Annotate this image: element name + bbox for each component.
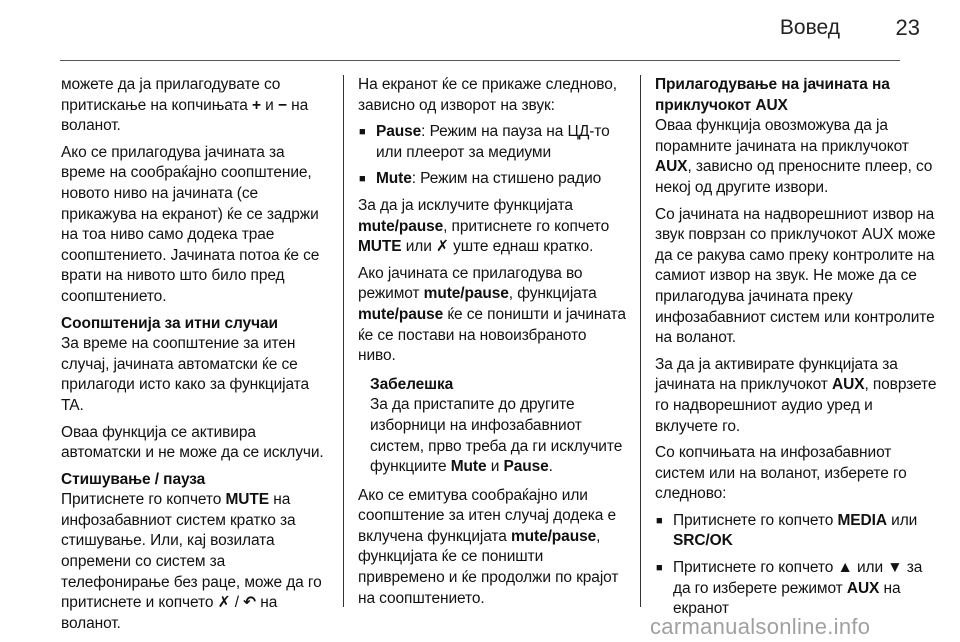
paragraph: можете да ја прилагодувате со притискање на копчињата + и − на воланот. [61,76,309,135]
paragraph: Ако јачината се прилагодува во режимот mute/pause, функцијата mute/pause ќе се поништи и јачината ќе се постави на новоизбраното ниво. [358,264,626,365]
paragraph: Притиснете го копчето MUTE на инфозабавниот систем кратко за стишување. Или, кај возилата опремени со систем за телефонирање без раце, може да го притиснете и копчето ✗ / ↶ на воланот. [61,491,322,632]
paragraph: Со јачината на надворешниот извор на звук поврзан со приклучокот AUX може да се ракува само преку контролите на самиот извор на звук. Не може да се прилагодува јачината преку инфозабавниот систем или контролите на воланот. [655,205,936,347]
header-rule [60,60,900,61]
plus-icon: + [251,96,261,114]
column-3 [655,75,937,626]
note-box [358,375,626,478]
down-arrow-icon: ▼ [887,559,903,577]
paragraph: Ако се емитува сообраќајно или соопштение за итен случај додека е вклучена функцијата mute/pause, функцијата ќе се поништи привремено и ќе продолжи по крајот на соопштението. [358,486,619,607]
mute-key-label: MUTE [225,491,270,509]
paragraph: За да ја активирате функцијата за јачината на приклучокот AUX, поврзете го надворешниот аудио уред и вклучете го. [655,355,937,435]
back-icon: ↶ [243,594,257,612]
section-title: Вовед [779,16,840,39]
mute-icon: ✗ [217,594,231,612]
paragraph: За да ја исклучите функцијата mute/pause, притиснете го копчето MUTE или ✗ уште еднаш кратко. [358,196,626,258]
column-1 [61,75,329,640]
up-arrow-icon: ▲ [837,559,853,577]
list-item: ■ Pause: Режим на пауза на ЦД-то или плеерот за медиуми [358,122,626,163]
list-item: ■ Mute: Режим на стишено радио [358,169,626,190]
page-header [0,0,960,60]
paragraph: На екранот ќе се прикаже следново, зависно од изворот на звук: [358,76,617,114]
heading-aux-volume: Прилагодување на јачината на приклучокот AUX [655,76,890,114]
heading-mute-pause: Стишување / пауза [61,470,206,488]
mute-icon: ✗ [436,238,449,256]
column-divider [640,75,641,607]
column-divider [343,75,344,607]
bullet-list [655,511,937,620]
note-text: За да пристапите до другите изборници на инфозабавниот систем, прво треба да ги исклучите функциите Mute и Pause. [370,396,623,476]
heading-emergency: Соопштенија за итни случаи [61,314,278,332]
note-heading: Забелешка [370,375,454,393]
column-2 [358,75,626,615]
watermark: carmanualsonline.info [650,614,871,639]
bullet-list [358,122,626,190]
list-item: ■ Притиснете го копчето ▲ или ▼ за да го изберете режимот AUX на екранот [655,558,937,620]
paragraph: За време на соопштение за итен случај, јачината автоматски ќе се прилагоди исто како за функцијата TA. [61,335,310,414]
minus-icon: − [277,96,287,114]
paragraph: Со копчињата на инфозабавниот систем или на воланот, изберете го следново: [655,444,907,503]
paragraph: Ако се прилагодува јачината за време на сообраќајно соопштение, новото ниво на јачината (се прикажува на екранот) ќе се задржи на тоа ниво само додека трае соопштението. Јачината потоа ќе се врати на нивото што било пред соопштението. [61,143,320,305]
paragraph: Оваа функција овозможува да ја порамните јачината на приклучокот AUX, зависно од преносните плеер, со некој од другите извори. [655,117,933,196]
list-item: ■ Притиснете го копчето MEDIA или SRC/OK [655,511,937,552]
paragraph: Оваа функција се активира автоматски и не може да се исклучи. [61,423,324,462]
page-number: 23 [895,15,920,40]
